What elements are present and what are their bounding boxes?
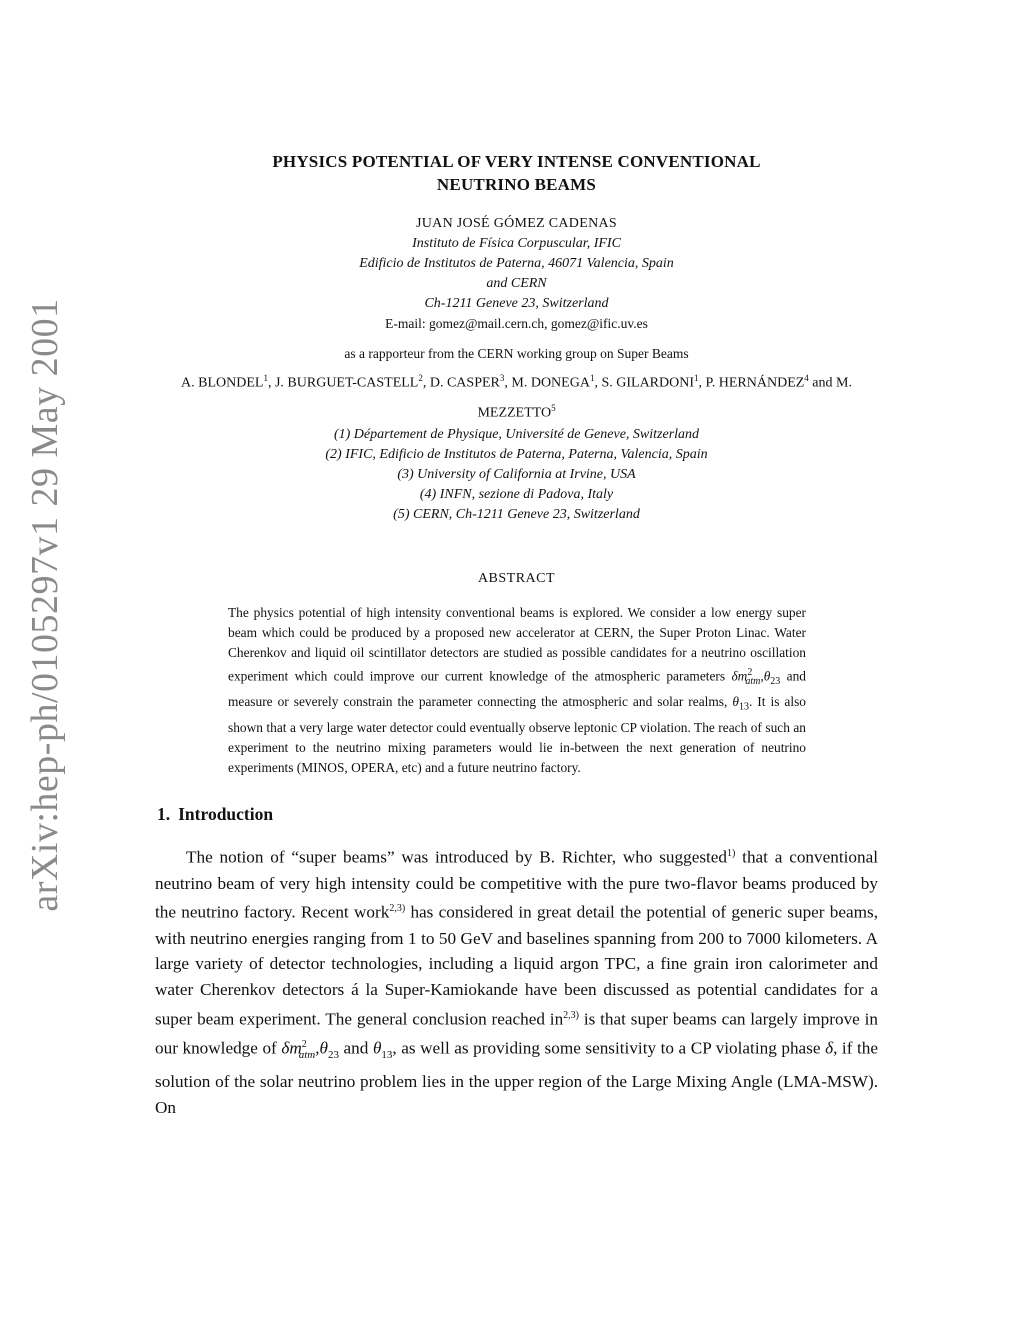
- coauthor-affiliations: [155, 425, 878, 525]
- abstract-segment: The physics potential of high intensity conventional beams is explored. We consider a low energy super beam which could be produced by a proposed new accelerator at CERN, the Super Proton Linac. Water Cherenkov and liquid oil scintillator detectors are studied as possible candidates for a neutrino oscillation experiment which could improve our current knowledge of the atmospheric parameters: [228, 605, 806, 684]
- citation-ref: 2,3): [389, 903, 406, 915]
- coauthor-name: , M. DONEGA: [504, 375, 590, 391]
- coauthor-name: A. BLONDEL: [181, 375, 264, 391]
- math-theta: θ: [732, 694, 739, 710]
- coauthor-affil-mark: 1: [263, 373, 268, 383]
- math-subscript: atm: [298, 1049, 316, 1062]
- paragraph-segment: The notion of “super beams” was introduced by B. Richter, who suggested: [186, 847, 728, 867]
- coauthor-affil-mark: 4: [804, 373, 809, 383]
- math-theta: ,θ: [760, 668, 771, 684]
- rapporteur-note: as a rapporteur from the CERN working group on Super Beams: [344, 346, 689, 361]
- coauthor-affiliation: (1) Département de Physique, Université de Geneve, Switzerland: [333, 427, 700, 443]
- paragraph-segment: and: [338, 1038, 373, 1058]
- coauthor-affil-mark: 5: [551, 402, 556, 413]
- main-affiliation: [155, 234, 878, 314]
- math-delta-m: δm: [281, 1038, 302, 1058]
- affiliation-line: Edificio de Institutos de Paterna, 46071 Valencia, Spain: [359, 256, 674, 271]
- title-line-2: NEUTRINO BEAMS: [436, 175, 597, 194]
- paragraph-segment: is that super beams can largely improve in our knowledge of: [155, 1009, 878, 1058]
- citation-ref: 1): [727, 848, 736, 860]
- coauthor-name: , J. BURGUET-CASTELL: [267, 375, 419, 391]
- section-heading: [157, 804, 878, 825]
- affiliation-line: and CERN: [486, 276, 547, 291]
- citation-ref: 2,3): [563, 1009, 580, 1021]
- coauthor-affil-mark: 3: [499, 373, 505, 383]
- coauthor-affiliation: (5) CERN, Ch-1211 Geneve 23, Switzerland: [393, 507, 640, 523]
- math-subscript: 23: [770, 676, 781, 688]
- abstract-heading: ABSTRACT: [477, 571, 556, 587]
- math-delta: δ: [825, 1038, 834, 1058]
- coauthor-affil-mark: 1: [589, 373, 595, 383]
- coauthor-list: [155, 366, 878, 425]
- coauthor-affil-mark: 1: [694, 373, 699, 383]
- math-subscript: 13: [381, 1049, 393, 1062]
- math-subscript: 13: [738, 702, 749, 714]
- paragraph-segment: has considered in great detail the potential of generic super beams, with neutrino energies ranging from 1 to 50 GeV and baselines spanning from 200 to 7000 kilometers. A large variety of detector technologies, including a liquid argon TPC, a fine grain iron calorimeter and water Cherenkov detectors á la Super-Kamiokande have been discussed as potential candidates for a super beam experiment. The general conclusion reached in: [155, 903, 878, 1029]
- affiliation-line: Instituto de Física Corpuscular, IFIC: [412, 236, 621, 251]
- math-delta-m: δm: [731, 668, 748, 684]
- arxiv-identifier: arXiv:hep-ph/0105297v1 29 May 2001: [24, 298, 66, 912]
- abstract-segment: and measure or severely constrain the parameter connecting the atmospheric and solar realms,: [228, 668, 806, 710]
- paragraph-segment: , if the solution of the solar neutrino problem lies in the upper region of the Large Mixing Angle (LMA-MSW). On: [155, 1038, 878, 1117]
- coauthor-affiliation: (4) INFN, sezione di Padova, Italy: [419, 487, 614, 503]
- coauthor-name: , D. CASPER: [422, 375, 500, 391]
- coauthor-affiliation: (3) University of California at Irvine, USA: [397, 467, 636, 483]
- author-email: E-mail: gomez@mail.cern.ch, gomez@ific.uv.es: [385, 316, 648, 331]
- paper-page: [155, 150, 878, 1121]
- math-theta: ,θ: [315, 1038, 328, 1058]
- coauthor-affil-mark: 2: [418, 373, 423, 383]
- arxiv-stamp: [0, 0, 90, 1320]
- math-subscript: atm: [745, 676, 761, 688]
- abstract-segment: . It is also shown that a very large water detector could eventually observe leptonic CP violation. The reach of such an experiment to the neutrino mixing parameters would lie in-between the next generation of neutrino experiments (MINOS, OPERA, etc) and a future neutrino factory.: [228, 694, 806, 776]
- section-number: 1.: [157, 804, 171, 825]
- paragraph-segment: , as well as providing some sensitivity to a CP violating phase: [392, 1038, 826, 1058]
- section-title: Introduction: [178, 804, 274, 825]
- paragraph-segment: that a conventional neutrino beam of very high intensity could be competitive with the pure two-flavor beams produced by the neutrino factory. Recent work: [155, 847, 878, 922]
- math-superscript: 2: [747, 667, 753, 679]
- affiliation-line: Ch-1211 Geneve 23, Switzerland: [424, 296, 609, 311]
- math-superscript: 2: [301, 1039, 307, 1051]
- math-theta: θ: [372, 1038, 382, 1058]
- paper-title: [155, 150, 878, 196]
- intro-paragraph: [155, 841, 878, 1120]
- main-author: JUAN JOSÉ GÓMEZ CADENAS: [416, 216, 617, 231]
- coauthor-affiliation: (2) IFIC, Edificio de Institutos de Paterna, Paterna, Valencia, Spain: [325, 447, 708, 463]
- title-line-1: PHYSICS POTENTIAL OF VERY INTENSE CONVENTIONAL: [272, 152, 761, 171]
- coauthor-name: , P. HERNÁNDEZ: [698, 375, 805, 391]
- abstract-text: [228, 603, 806, 778]
- coauthor-name: and M. MEZZETTO: [477, 375, 852, 421]
- math-subscript: 23: [327, 1049, 339, 1062]
- coauthor-name: , S. GILARDONI: [594, 375, 695, 391]
